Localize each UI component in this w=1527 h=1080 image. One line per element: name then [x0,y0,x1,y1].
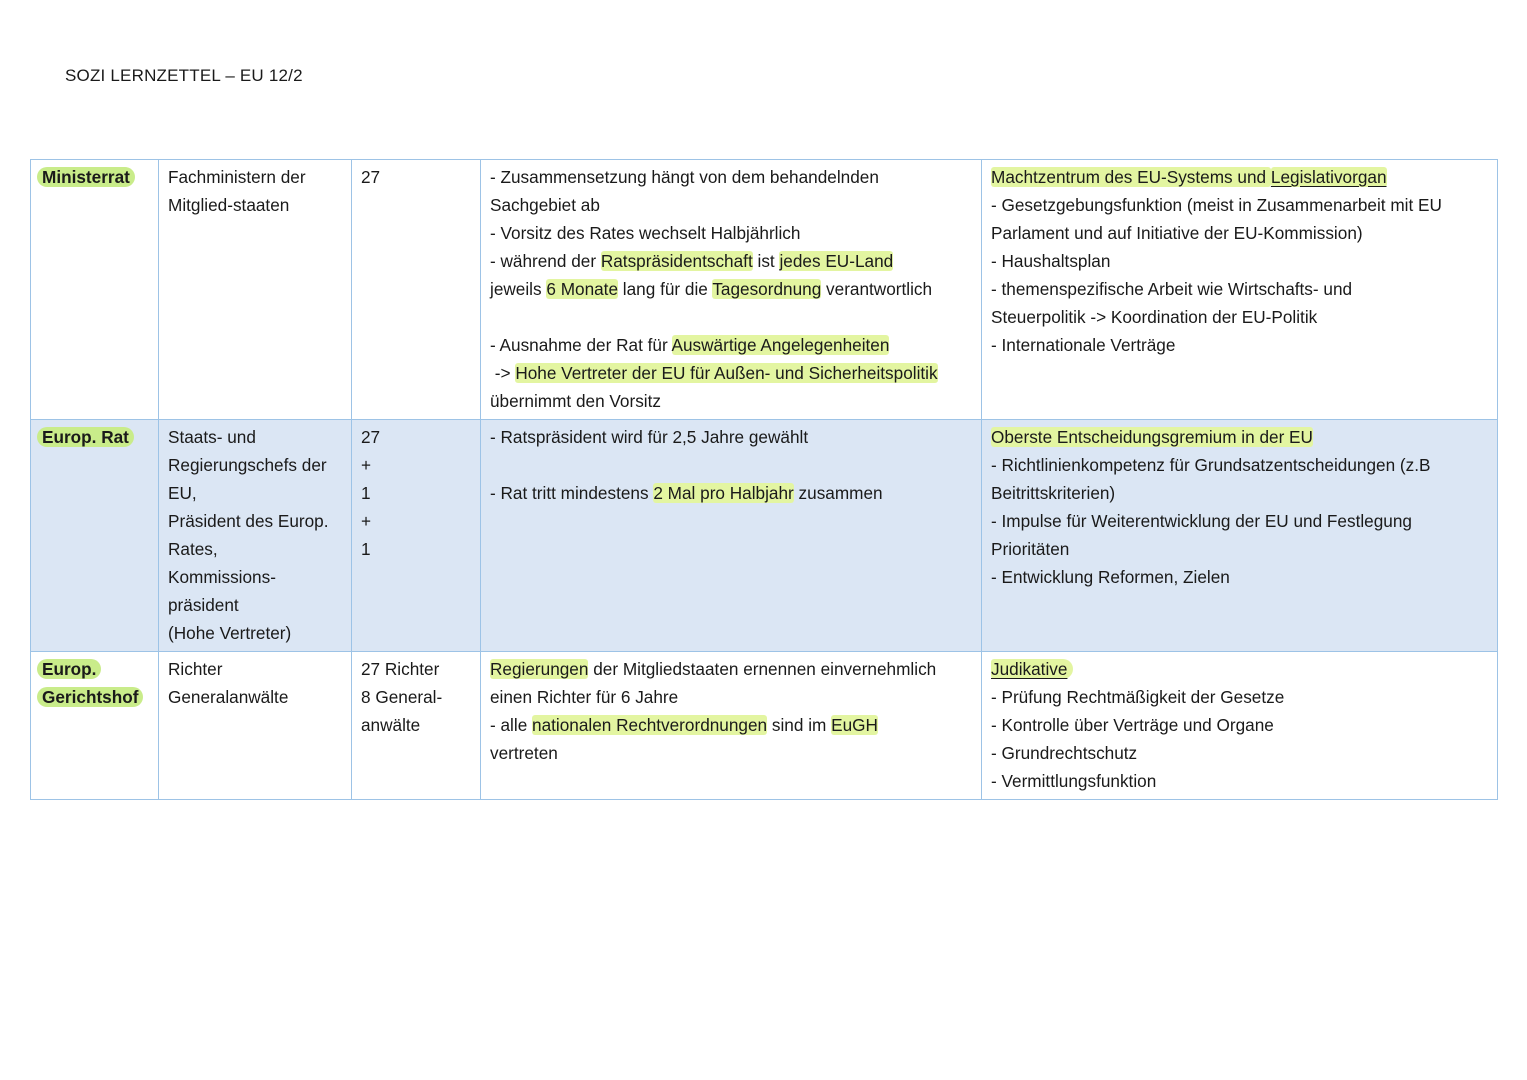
function-line [991,423,1488,451]
members-cell [159,652,352,800]
members-line: Mitglied-staaten [168,195,290,215]
page-title: SOZI LERNZETTEL – EU 12/2 [65,66,303,85]
count-line: 27 Richter [361,659,440,679]
highlight-text: Hohe Vertreter der EU für Außen- und Sicherheitspolitik [515,363,938,383]
count-line: 27 [361,427,381,447]
function-line: - Richtlinienkompetenz für Grundsatzentscheidungen (z.B [991,455,1431,475]
function-line: Beitrittskriterien) [991,483,1116,503]
note-text: -> [490,363,516,383]
highlight-text: Legislativorgan [1270,167,1387,187]
organ-name: Europ. Rat [37,427,134,447]
note-line [490,331,972,359]
count-line: 1 [361,539,371,559]
note-text: sind im [767,715,832,735]
spacer [490,451,972,479]
organ-cell [31,160,159,420]
function-line: Prioritäten [991,539,1070,559]
note-text: zusammen [793,483,883,503]
note-line: - Ratspräsident wird für 2,5 Jahre gewählt [490,427,809,447]
note-line [490,359,972,387]
note-line [490,247,972,275]
members-line: Staats- und [168,427,256,447]
note-line [490,275,972,303]
function-line: Steuerpolitik -> Koordination der EU-Politik [991,307,1318,327]
functions-cell [982,652,1498,800]
count-line: 27 [361,167,381,187]
count-line: 1 [361,483,371,503]
function-line: - Gesetzgebungsfunktion (meist in Zusammenarbeit mit EU [991,195,1442,215]
function-line [991,163,1488,191]
function-line: Parlament und auf Initiative der EU-Kommission) [991,223,1363,243]
members-cell [159,160,352,420]
note-line [490,711,972,739]
notes-cell [481,160,982,420]
table-row-ministerrat [31,160,1498,420]
notes-cell [481,420,982,652]
organ-line [40,683,149,711]
members-line: Rates, [168,539,218,559]
organ-cell [31,420,159,652]
notes-cell [481,652,982,800]
highlight-text: 6 Monate [546,279,619,299]
organ-line [40,655,149,683]
count-cell [352,420,481,652]
count-line: 8 General- [361,687,443,707]
note-line: Sachgebiet ab [490,195,600,215]
highlight-text: Regierungen [490,659,589,679]
highlight-text: nationalen Rechtverordnungen [532,715,768,735]
function-line: - Entwicklung Reformen, Zielen [991,567,1230,587]
highlight-text: 2 Mal pro Halbjahr [653,483,794,503]
count-cell [352,652,481,800]
note-line: - Zusammensetzung hängt von dem behandelnden [490,167,879,187]
count-line: + [361,455,372,475]
note-text: - alle [490,715,533,735]
members-line: Präsident des Europ. [168,511,329,531]
table-row-europ-gerichtshof [31,652,1498,800]
members-line: präsident [168,595,239,615]
count-line: anwälte [361,715,421,735]
members-line: EU, [168,483,197,503]
function-line: - Impulse für Weiterentwicklung der EU und Festlegung [991,511,1412,531]
note-text: verantwortlich [821,279,933,299]
organ-name: Ministerrat [37,167,135,187]
note-line [490,479,972,507]
highlight-text: Oberste Entscheidungsgremium in der EU [991,427,1313,447]
functions-cell [982,160,1498,420]
organ-name: Europ. [37,659,101,679]
organ-name: Gerichtshof [37,687,143,707]
function-line: - themenspezifische Arbeit wie Wirtschafts- und [991,279,1353,299]
note-text: ist [752,251,780,271]
eu-institutions-table [30,159,1498,800]
highlight-text: EuGH [831,715,878,735]
function-line: - Internationale Verträge [991,335,1176,355]
members-line: Kommissions- [168,567,276,587]
note-line [490,655,972,683]
note-text: - Ausnahme der Rat für [490,335,672,355]
members-line: (Hohe Vertreter) [168,623,292,643]
organ-cell [31,652,159,800]
highlight-text: jedes EU-Land [779,251,894,271]
note-line: übernimmt den Vorsitz [490,391,661,411]
note-text: - während der [490,251,601,271]
note-line: einen Richter für 6 Jahre [490,687,679,707]
members-line: Regierungschefs der [168,455,327,475]
note-text: lang für die [618,279,713,299]
members-line: Generalanwälte [168,687,289,707]
members-line: Fachministern der [168,167,306,187]
note-line: - Vorsitz des Rates wechselt Halbjährlich [490,223,801,243]
function-line: - Prüfung Rechtmäßigkeit der Gesetze [991,687,1285,707]
count-line: + [361,511,372,531]
highlight-text: Judikative [991,659,1073,679]
note-text: - Rat tritt mindestens [490,483,654,503]
note-text: der Mitgliedstaaten ernennen einvernehmlich [588,659,937,679]
note-text: jeweils [490,279,547,299]
highlight-text: Machtzentrum des EU-Systems und [991,167,1271,187]
count-cell [352,160,481,420]
table-row-europ-rat [31,420,1498,652]
function-line: - Kontrolle über Verträge und Organe [991,715,1274,735]
function-line: - Vermittlungsfunktion [991,771,1157,791]
members-line: Richter [168,659,223,679]
function-line: - Grundrechtschutz [991,743,1138,763]
highlight-text: Ratspräsidentschaft [600,251,753,271]
members-cell [159,420,352,652]
function-line: - Haushaltsplan [991,251,1111,271]
highlight-text: Auswärtige Angelegenheiten [671,335,890,355]
functions-cell [982,420,1498,652]
note-line: vertreten [490,743,558,763]
spacer [490,303,972,331]
function-line [991,655,1488,683]
highlight-text: Tagesordnung [712,279,822,299]
